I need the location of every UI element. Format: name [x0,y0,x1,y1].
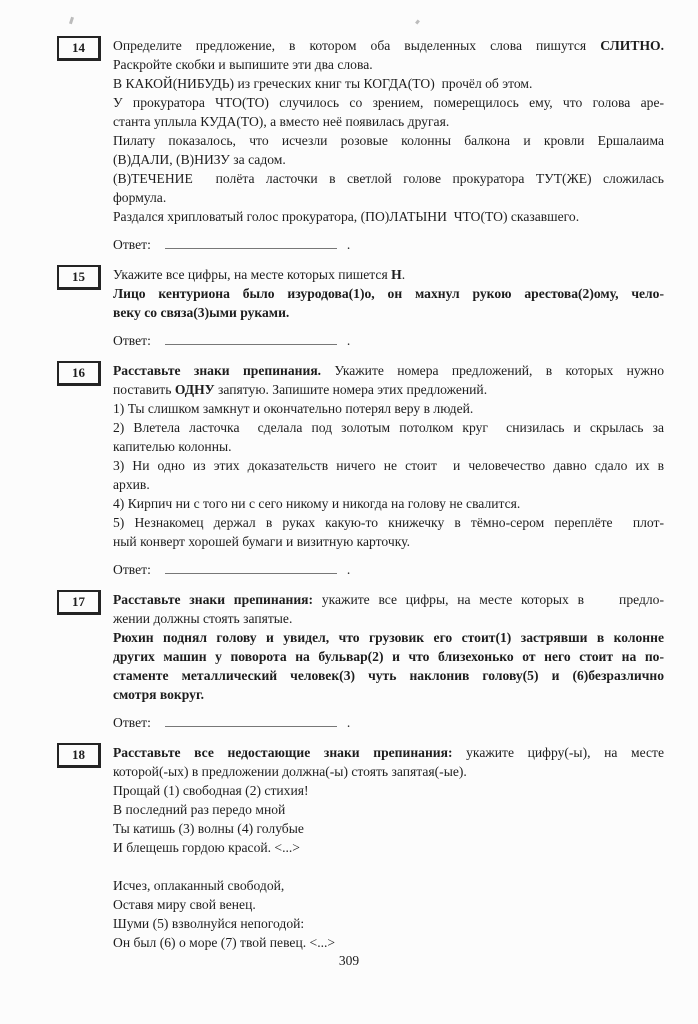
text-segment: укажите все цифры, на месте которых в предло- [313,592,664,607]
text-segment: Оставя миру свой венец. [113,897,256,912]
question-number-box [57,361,101,386]
answer-blank [165,331,337,345]
question-text-line [113,494,664,513]
answer-period: . [346,237,351,252]
page-number: 309 [338,953,360,968]
text-segment: Ты катишь (3) волны (4) голубые [113,821,304,836]
question-text-line [113,762,664,781]
question-number-box [57,743,101,768]
text-segment: Шуми (5) взволнуйся непогодой: [113,916,305,931]
answer-row [113,560,664,580]
question-text-line [113,895,664,914]
question-text-line [113,628,664,647]
question-text-line [113,55,664,74]
text-segment: (В)ДАЛИ, (В)НИЗУ за садом. [113,152,286,167]
text-segment: Расставьте все недостающие знаки препинания: [113,745,453,760]
question-number-box [57,36,101,61]
answer-row [113,713,664,733]
question-text-line [113,933,664,952]
answer-label: Ответ: [113,333,151,348]
question-text-line [113,265,664,284]
text-segment: Расставьте знаки препинания: [113,592,314,607]
text-segment: В КАКОЙ(НИБУДЬ) из греческих книг ты КОГДА(ТО) прочёл об этом. [113,76,533,91]
question-body [113,590,664,733]
question-text-line [113,857,664,876]
text-segment: Прощай (1) свободная (2) стихия! [113,783,309,798]
text-segment: Расставьте знаки препинания. [113,363,322,378]
text-segment: стаменте металлический человек(3) чуть наклонив голову(5) и (6)безразлично [113,668,664,683]
text-segment: ОДНУ [174,382,215,397]
question-body [113,265,664,351]
question-text-line [113,456,664,475]
question-text-line [113,590,664,609]
text-segment: Укажите номера предложений, в которых нужно [321,363,664,378]
text-segment: СЛИТНО. [600,38,664,53]
text-segment: формула. [113,190,167,205]
question-number: 18 [72,747,85,762]
text-segment: смотря вокруг. [113,687,204,702]
question-text-line [113,437,664,456]
text-segment: капителью колонны. [113,439,232,454]
question-text-line [113,647,664,666]
question-number-box [57,590,101,615]
text-segment: И блещешь гордою красой. <...> [113,840,300,855]
question-text-line [113,685,664,704]
text-segment: Укажите все цифры, на месте которых пишется [113,267,392,282]
question-text-line [113,513,664,532]
text-segment: Раздался хрипловатый голос прокуратора, (ПО)ЛАТЫНИ ЧТО(ТО) сказавшего. [113,209,580,224]
question-body [113,361,664,580]
text-segment: архив. [113,477,150,492]
text-segment: других машин у поворота на бульвар(2) и что близехонько от него стоит на по- [113,649,664,664]
text-segment: У прокуратора ЧТО(ТО) случилось со зрением, померещилось ему, что голова аре- [113,95,664,110]
text-segment: станта уплыла КУДА(ТО), а вместо неё появилась другая. [113,114,450,129]
question-number-column [57,743,101,952]
question-text-line [113,36,664,55]
question-text-line [113,93,664,112]
answer-period: . [346,715,351,730]
answer-period: . [346,562,351,577]
scan-speck [415,20,420,25]
question-text-line [113,800,664,819]
question-text-line [113,781,664,800]
text-segment: Н [391,267,402,282]
text-segment: В последний раз передо мной [113,802,286,817]
question-text-line [113,914,664,933]
question-text-line [113,361,664,380]
question-text-line [113,666,664,685]
text-segment: Он был (6) о море (7) твой певец. <...> [113,935,336,950]
text-segment: веку со связа(3)ыми руками. [113,305,290,320]
answer-period: . [346,333,351,348]
question-text-line [113,475,664,494]
question-number: 14 [72,40,85,55]
question-number-box [57,265,101,290]
question-block [57,265,664,351]
text-segment: 3) Ни одно из этих доказательств ничего не стоит и человечество давно сдало их в [113,458,664,473]
text-segment: 1) Ты слишком замкнут и окончательно потерял веру в людей. [113,401,474,416]
text-segment: которой(-ых) в предложении должна(-ы) стоять запятая(-ые). [113,764,467,779]
text-segment: Лицо кентуриона было изуродова(1)о, он махнул рукою арестова(2)ому, чело- [113,286,664,301]
text-segment: жении должны стоять запятые. [113,611,293,626]
text-segment: Определите предложение, в котором оба выделенных слова пишутся [113,38,601,53]
text-segment: 4) Кирпич ни с того ни с сего никому и никогда на голову не свалится. [113,496,521,511]
question-body [113,36,664,255]
question-block [57,361,664,580]
question-block [57,590,664,733]
question-number: 17 [72,594,85,609]
scan-speck [69,17,74,25]
question-text-line [113,609,664,628]
questions [57,36,664,962]
question-text-line [113,532,664,551]
question-text-line [113,112,664,131]
question-number: 16 [72,365,85,380]
text-segment: Раскройте скобки и выпишите эти два слова. [113,57,373,72]
question-text-line [113,838,664,857]
text-segment: Исчез, оплаканный свободой, [113,878,285,893]
text-segment: 5) Незнакомец держал в руках какую-то книжечку в тёмно-сером переплёте плот- [113,515,664,530]
question-body [113,743,664,952]
question-text-line [113,303,664,322]
question-text-line [113,188,664,207]
question-number-column [57,361,101,580]
question-text-line [113,207,664,226]
answer-blank [165,560,337,574]
question-text-line [113,876,664,895]
text-segment: 2) Влетела ласточка сделала под золотым потолком круг снизилась и скрылась за [113,420,664,435]
text-segment: (В)ТЕЧЕНИЕ полёта ласточки в светлой голове прокуратора ТУТ(ЖЕ) сложилась [113,171,664,186]
text-segment: ный конверт хорошей бумаги и визитную карточку. [113,534,410,549]
question-text-line [113,150,664,169]
text-segment: Рюхин поднял голову и увидел, что грузовик его стоит(1) застрявши в колонне [113,630,664,645]
text-segment: Пилату показалось, что исчезли розовые колонны балкона и кровли Ершалаима [113,133,664,148]
answer-row [113,331,664,351]
text-segment: поставить [113,382,175,397]
question-text-line [113,743,664,762]
question-text-line [113,131,664,150]
question-text-line [113,74,664,93]
question-block [57,36,664,255]
question-block [57,743,664,952]
answer-blank [165,713,337,727]
question-number: 15 [72,269,85,284]
question-text-line [113,284,664,303]
question-number-column [57,265,101,351]
answer-row [113,235,664,255]
text-segment: . [401,267,406,282]
question-text-line [113,380,664,399]
question-text-line [113,418,664,437]
question-text-line [113,399,664,418]
answer-label: Ответ: [113,237,151,252]
answer-label: Ответ: [113,715,151,730]
question-text-line [113,169,664,188]
text-segment: запятую. Запишите номера этих предложений. [214,382,488,397]
question-number-column [57,36,101,255]
answer-label: Ответ: [113,562,151,577]
question-number-column [57,590,101,733]
text-segment: укажите цифру(-ы), на месте [452,745,665,760]
question-text-line [113,819,664,838]
answer-blank [165,235,337,249]
